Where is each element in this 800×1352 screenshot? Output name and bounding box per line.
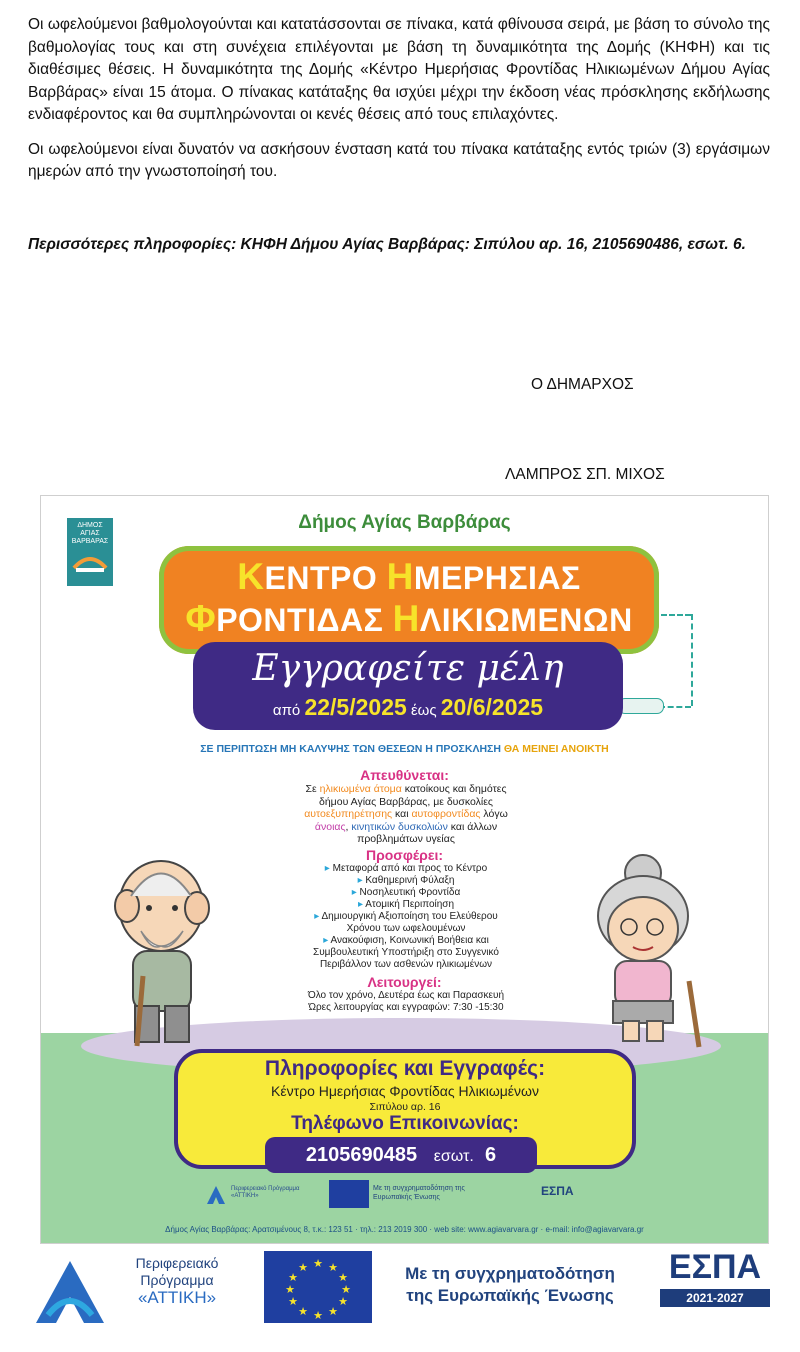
eu-cofunding-text: Με τη συγχρηματοδότηση της Ευρωπαϊκής Ένωσης [405,1264,615,1305]
svg-text:★: ★ [313,1309,323,1322]
offer-item: ▸ Νοσηλευτική Φροντίδα [351,887,461,898]
offer-item: Συμβουλευτική Υποστήριξη στο Συγγενικό [313,947,499,958]
poster-title-box [159,546,659,654]
poster [40,495,769,1244]
offer-item: Περιβάλλον των ασθενών ηλικιωμένων [319,959,493,970]
offer-item: ▸ Καθημερινή Φύλαξη [357,875,455,886]
audience-text: Σε ηλικιωμένα άτομα κατοίκους και δημότες δήμου Αγίας Βαρβάρας, με δυσκολίες αυτοεξυπηρέτησης και αυτοφροντίδας λόγω άνοιας, κινητικών δυσκολιών και άλλων προβλημάτων υγείας [304,783,508,845]
bottom-logo-strip [0,1245,800,1352]
registration-title: Εγγραφείτε μέλη [252,648,564,689]
ext-number: 6 [484,1144,497,1166]
offer-item: ▸ Ατομική Περιποίηση [357,899,455,910]
svg-text:★: ★ [313,1257,323,1270]
attiki-small-text: Περιφερειακό Πρόγραμμα «ΑΤΤΙΚΗ» [231,1186,300,1199]
phone-number: 2105690485 [305,1144,418,1166]
poster-title-line-1: ΚΕΝΤΡΟ ΗΜΕΡΗΣΙΑΣ [237,556,581,597]
svg-text:★: ★ [341,1283,351,1296]
pointing-hand-icon [618,698,664,714]
audience-heading: Απευθύνεται: [360,767,449,783]
attiki-text: Περιφερειακό Πρόγραμμα «ΑΤΤΙΚΗ» [135,1255,219,1307]
offer-item: Χρόνου των ωφελουμένων [346,923,466,934]
eu-flag-icon [264,1251,372,1323]
mayor-title: Ο ΔΗΜΑΡΧΟΣ [531,376,634,393]
document-body [28,14,770,256]
svg-text:★: ★ [338,1271,348,1284]
dotted-connector-vertical [691,614,693,706]
municipality-logo-text: ΔΗΜΟΣ ΑΓΙΑΣ ΒΑΡΒΑΡΑΣ [71,522,109,545]
info-heading: Πληροφορίες και Εγγραφές: [264,1057,546,1080]
poster-municipality: Δήμος Αγίας Βαρβάρας [298,512,511,533]
svg-text:★: ★ [328,1261,338,1274]
attiki-logo-icon [205,1184,227,1206]
svg-text:★: ★ [288,1271,298,1284]
operation-days: Όλο τον χρόνο, Δευτέρα έως και Παρασκευή [307,990,505,1001]
mayor-name: ΛΑΜΠΡΟΣ ΣΠ. ΜΙΧΟΣ [505,466,665,483]
elderly-man-illustration [91,846,241,1056]
operation-text [261,990,551,1014]
svg-text:★: ★ [285,1283,295,1296]
phone-heading: Τηλέφωνο Επικοινωνίας: [291,1113,519,1134]
espa-logo [660,1249,770,1323]
eu-flag-small-icon [329,1180,369,1208]
offer-item: ▸ Ανακούφιση, Κοινωνική Βοήθεια και [323,935,489,946]
svg-text:★: ★ [288,1295,298,1308]
offer-item: ▸ Δημιουργική Αξιοποίηση του Ελεύθερου [314,911,498,922]
espa-title: ΕΣΠΑ [668,1248,762,1286]
poster-title-line-2: ΦΡΟΝΤΙΔΑΣ ΗΛΙΚΙΩΜΕΝΩΝ [185,598,633,639]
offers-heading: Προσφέρει: [365,847,444,863]
operation-hours: Ώρες λειτουργίας και εγγραφών: 7:30 -15:30 [308,1002,504,1013]
svg-text:★: ★ [298,1305,308,1318]
info-address: Σιπύλου αρ. 16 [369,1101,441,1113]
info-name: Κέντρο Ημερήσιας Φροντίδας Ηλικιωμένων [271,1083,539,1099]
registration-box [193,642,623,730]
phone-box [265,1137,537,1173]
poster-footer: Δήμος Αγίας Βαρβάρας: Αρατσιμένους 8, τ.κ.: 123 51 · τηλ.: 213 2019 300 · web site: www.agiavarvara.gr · e-mail: info@agiavarvara.gr [165,1225,644,1234]
paragraph-objection: Οι ωφελούμενοι είναι δυνατόν να ασκήσουν ένσταση κατά του πίνακα κατάταξης εντός τριών (3) εργάσιμων ημερών από την γνωστοποίησή του. [28,140,770,180]
svg-text:★: ★ [328,1305,338,1318]
more-info: Περισσότερες πληροφορίες: ΚΗΦΗ Δήμου Αγίας Βαρβάρας: Σιπύλου αρ. 16, 2105690486, εσωτ. 6. [28,235,746,253]
elderly-woman-illustration [563,851,723,1051]
registration-dates: από 22/5/2025 έως 20/6/2025 [272,694,544,720]
dotted-connector [661,614,691,616]
espa-years: 2021-2027 [660,1289,770,1307]
attiki-logo-icon [30,1257,110,1327]
eu-small-text: Με τη συγχρηματοδότηση της Ευρωπαϊκής Ένωσης [373,1185,465,1201]
svg-text:★: ★ [298,1261,308,1274]
offers-list [261,863,551,971]
ext-label: εσωτ. [433,1148,474,1165]
open-invitation-notice: ΣΕ ΠΕΡΙΠΤΩΣΗ ΜΗ ΚΑΛΥΨΗΣ ΤΩΝ ΘΕΣΕΩΝ Η ΠΡΟΣΚΛΗΣΗ ΘΑ ΜΕΙΝΕΙ ΑΝΟΙΚΤΗ [200,743,609,755]
svg-text:★: ★ [338,1295,348,1308]
espa-small-text: ΕΣΠΑ [541,1184,574,1198]
paragraph-ranking: Οι ωφελούμενοι βαθμολογούνται και κατατάσσονται σε πίνακα, κατά φθίνουσα σειρά, με βάση το σύνολο της βαθμολογίας τους και στη συνέχεια επιλέγονται με βάση τη δυναμικότητα της Δομής (ΚΗΦΗ) και τις διαθέσιμες θέσεις. Η δυναμικότητα της Δομής «Κέντρο Ημερήσιας Φροντίδας Ηλικιωμένων Δήμου Αγίας Βαρβάρας» είναι 15 άτομα. Ο πίνακας κατάταξης θα ισχύει μέχρι την έκδοση νέας πρόσκλησης εκδήλωσης ενδιαφέροντος και θα συμπληρώνονται οι κενές θέσεις από τους επιλαχόντες. [28,16,770,123]
poster-logo-strip [41,1176,768,1212]
operation-heading: Λειτουργεί: [367,974,442,990]
offer-item: ▸ Μεταφορά από και προς το Κέντρο [324,863,488,874]
